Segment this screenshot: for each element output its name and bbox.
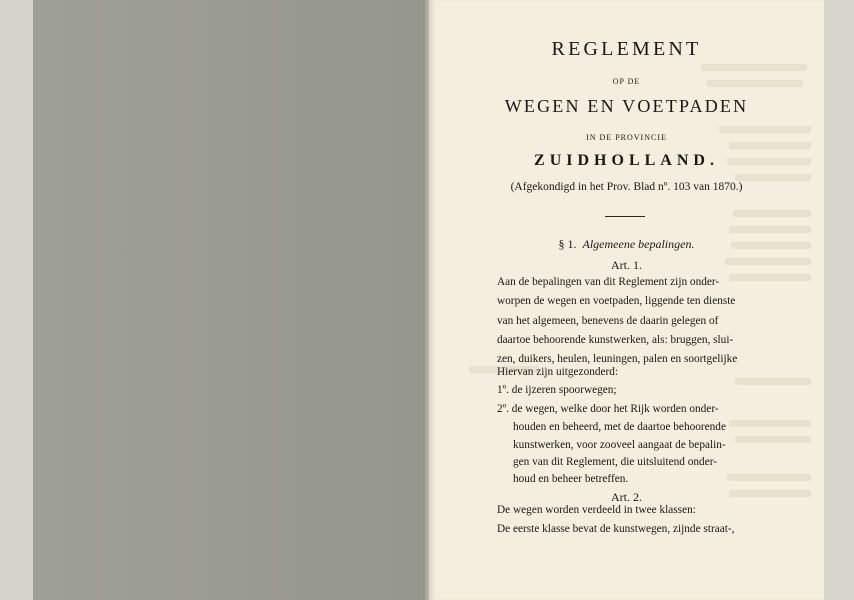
exemption-item-1: 1º. de ijzeren spoorwegen; [497,384,617,396]
section-title: Algemeene bepalingen. [582,237,695,251]
text-line: houden en beheerd, met de daartoe behoorende [513,421,726,433]
document-title: REGLEMENT [551,38,702,60]
title-connector: OP DE [612,77,641,86]
text-line: worpen de wegen en voetpaden, liggende ten dienste [497,295,736,308]
grey-endpaper [33,0,427,600]
text-line: van het algemeen, benevens de daarin gelegen of [497,314,719,327]
article-2-heading: Art. 2. [611,490,642,504]
exemption-item-2: 2º. de wegen, welke door het Rijk worden onder- [497,403,719,415]
right-margin [824,0,854,600]
exemption-intro: Hiervan zijn uitgezonderd: [497,366,619,378]
document-subject: WEGEN EN VOETPADEN [504,96,749,116]
text-line: kunstwerken, voor zooveel aangaat de bepalin- [513,439,726,451]
text-line: gen van dit Reglement, die uitsluitend onder- [513,456,718,468]
province-connector: IN DE PROVINCIE [586,133,667,142]
document-page [429,0,824,600]
article-1-heading: Art. 1. [611,258,642,272]
section-heading [429,237,824,252]
article-1-text [497,273,811,369]
section-number: § 1. [558,237,577,251]
text-line: houd en beheer betreffen. [513,473,629,485]
article-2-line-1: De wegen worden verdeeld in twee klassen: [497,504,696,516]
text-line: Aan de bepalingen van dit Reglement zijn onder- [497,276,720,288]
text-line: daartoe behoorende kunstwerken, als: bruggen, slui- [497,333,734,346]
province-name: ZUIDHOLLAND. [534,152,719,169]
decree-note: (Afgekondigd in het Prov. Blad nº. 103 van 1870.) [510,181,743,193]
text-line: zen, duikers, heulen, leuningen, palen en soortgelijke [497,353,738,366]
left-margin [0,0,33,600]
article-2-line-2: De eerste klasse bevat de kunstwegen, zijnde straat-, [497,523,735,535]
divider-rule [605,216,645,217]
